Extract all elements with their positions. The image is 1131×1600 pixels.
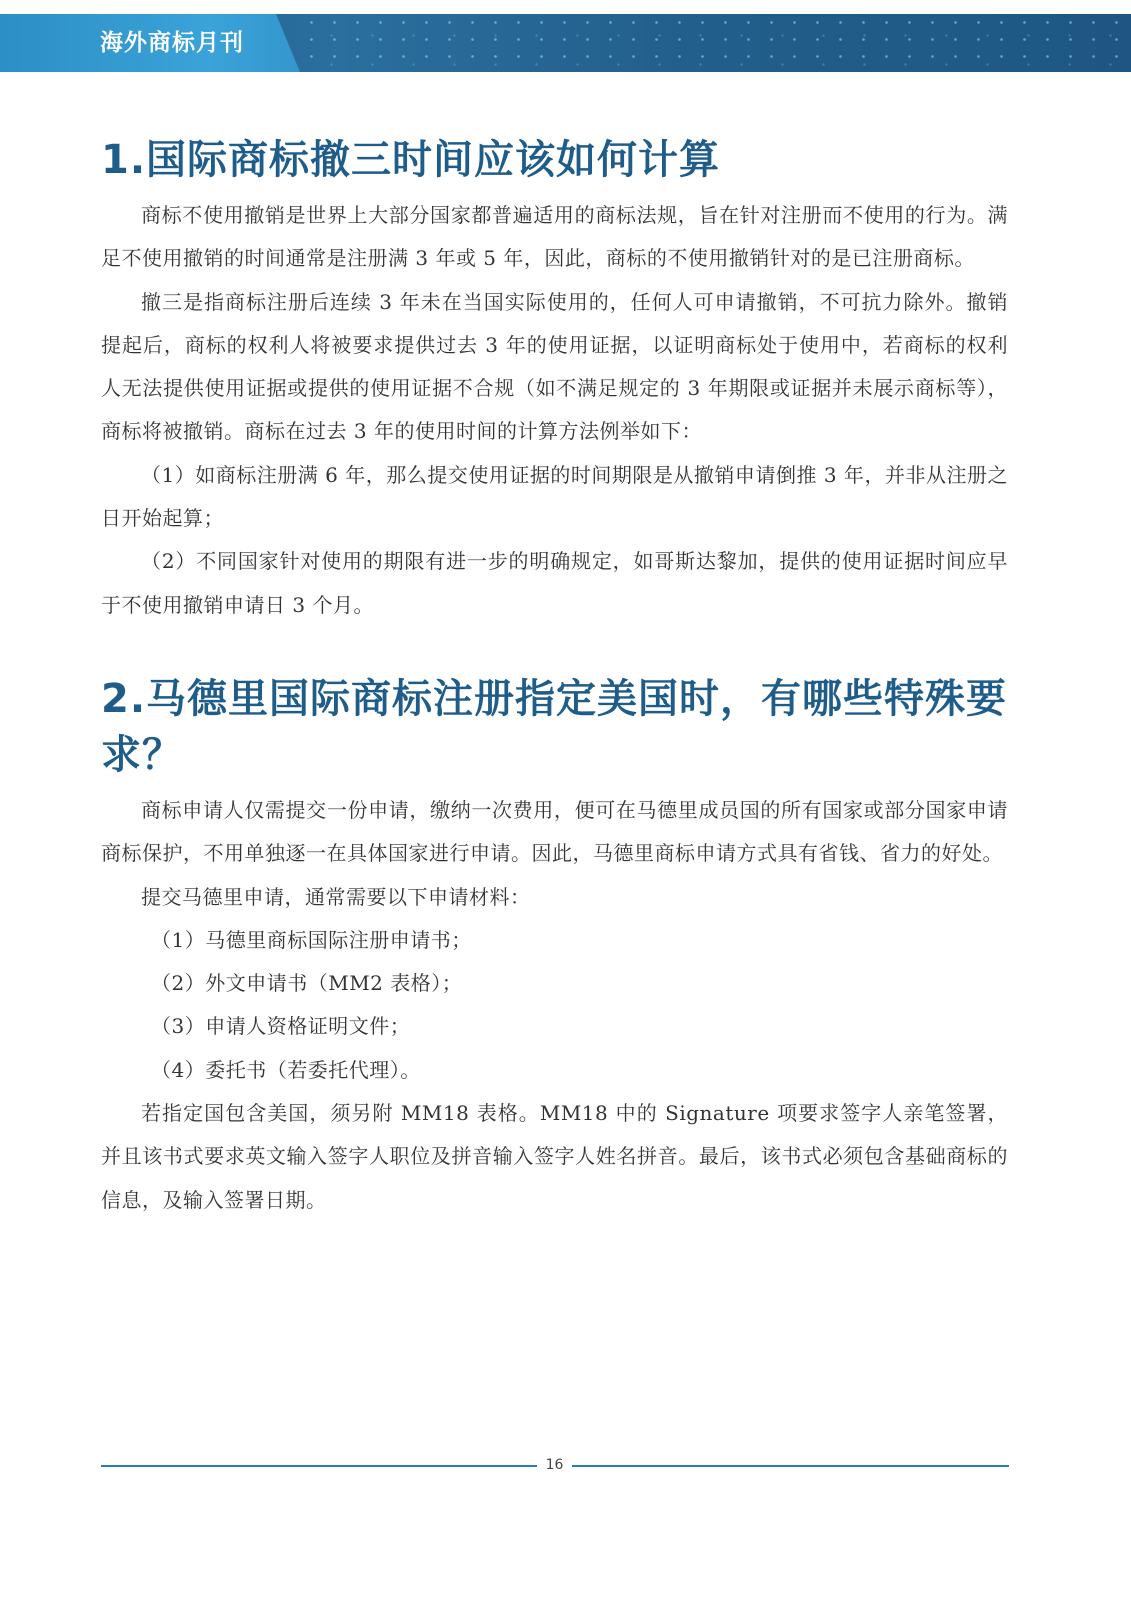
- footer-rule-left: [101, 1465, 537, 1467]
- section-2-paragraph: 商标申请人仅需提交一份申请，缴纳一次费用，便可在马德里成员国的所有国家或部分国家申请商标保护，不用单独逐一在具体国家进行申请。因此，马德里商标申请方式具有省钱、省力的好处。: [101, 797, 1008, 866]
- section-2-list-item: （1）马德里商标国际注册申请书；: [151, 927, 472, 952]
- article-body: [101, 132, 1008, 1222]
- section-1-paragraph: 撤三是指商标注册后连续 3 年未在当国实际使用的，任何人可申请撤销，不可抗力除外。撤销提起后，商标的权利人将被要求提供过去 3 年的使用证据，以证明商标处于使用中，若商标的权利人无法提供使用证据或提供的使用证据不合规（如不满足规定的 3 年期限或证据并未展示商标等），商标将被撤销。商标在过去 3 年的使用时间的计算方法例举如下：: [101, 289, 1008, 444]
- section-2-paragraph: 提交马德里申请，通常需要以下申请材料：: [141, 884, 531, 909]
- section-1-list-item: （2）不同国家针对使用的期限有进一步的明确规定，如哥斯达黎加，提供的使用证据时间应早于不使用撤销申请日 3 个月。: [101, 549, 1008, 617]
- page-number: 16: [545, 1457, 564, 1473]
- section-2-list-item: （2）外文申请书（MM2 表格）；: [151, 971, 463, 996]
- footer-rule-right: [572, 1465, 1009, 1467]
- section-1-list-item: （1）如商标注册满 6 年，那么提交使用证据的时间期限是从撤销申请倒推 3 年，并非从注册之日开始起算；: [101, 462, 1008, 531]
- section-2-paragraph: 若指定国包含美国，须另附 MM18 表格。MM18 中的 Signature 项要求签字人亲笔签署，并且该书式要求英文输入签字人职位及拼音输入签字人姓名拼音。最后，该书式必须包含基础商标的信息，及输入签署日期。: [101, 1101, 1008, 1212]
- section-2-list-item: （3）申请人资格证明文件；: [151, 1014, 411, 1039]
- publication-title: 海外商标月刊: [100, 29, 244, 56]
- section-1-heading: 1.国际商标撤三时间应该如何计算: [101, 137, 721, 183]
- section-1-paragraph: 商标不使用撤销是世界上大部分国家都普遍适用的商标法规，旨在针对注册而不使用的行为。满足不使用撤销的时间通常是注册满 3 年或 5 年，因此，商标的不使用撤销针对的是已注册商标。: [101, 203, 1008, 271]
- header-pattern: [300, 14, 1131, 72]
- section-2-heading: 2.马德里国际商标注册指定美国时，有哪些特殊要求？: [101, 675, 1008, 778]
- section-2-list-item: （4）委托书（若委托代理）。: [151, 1057, 421, 1082]
